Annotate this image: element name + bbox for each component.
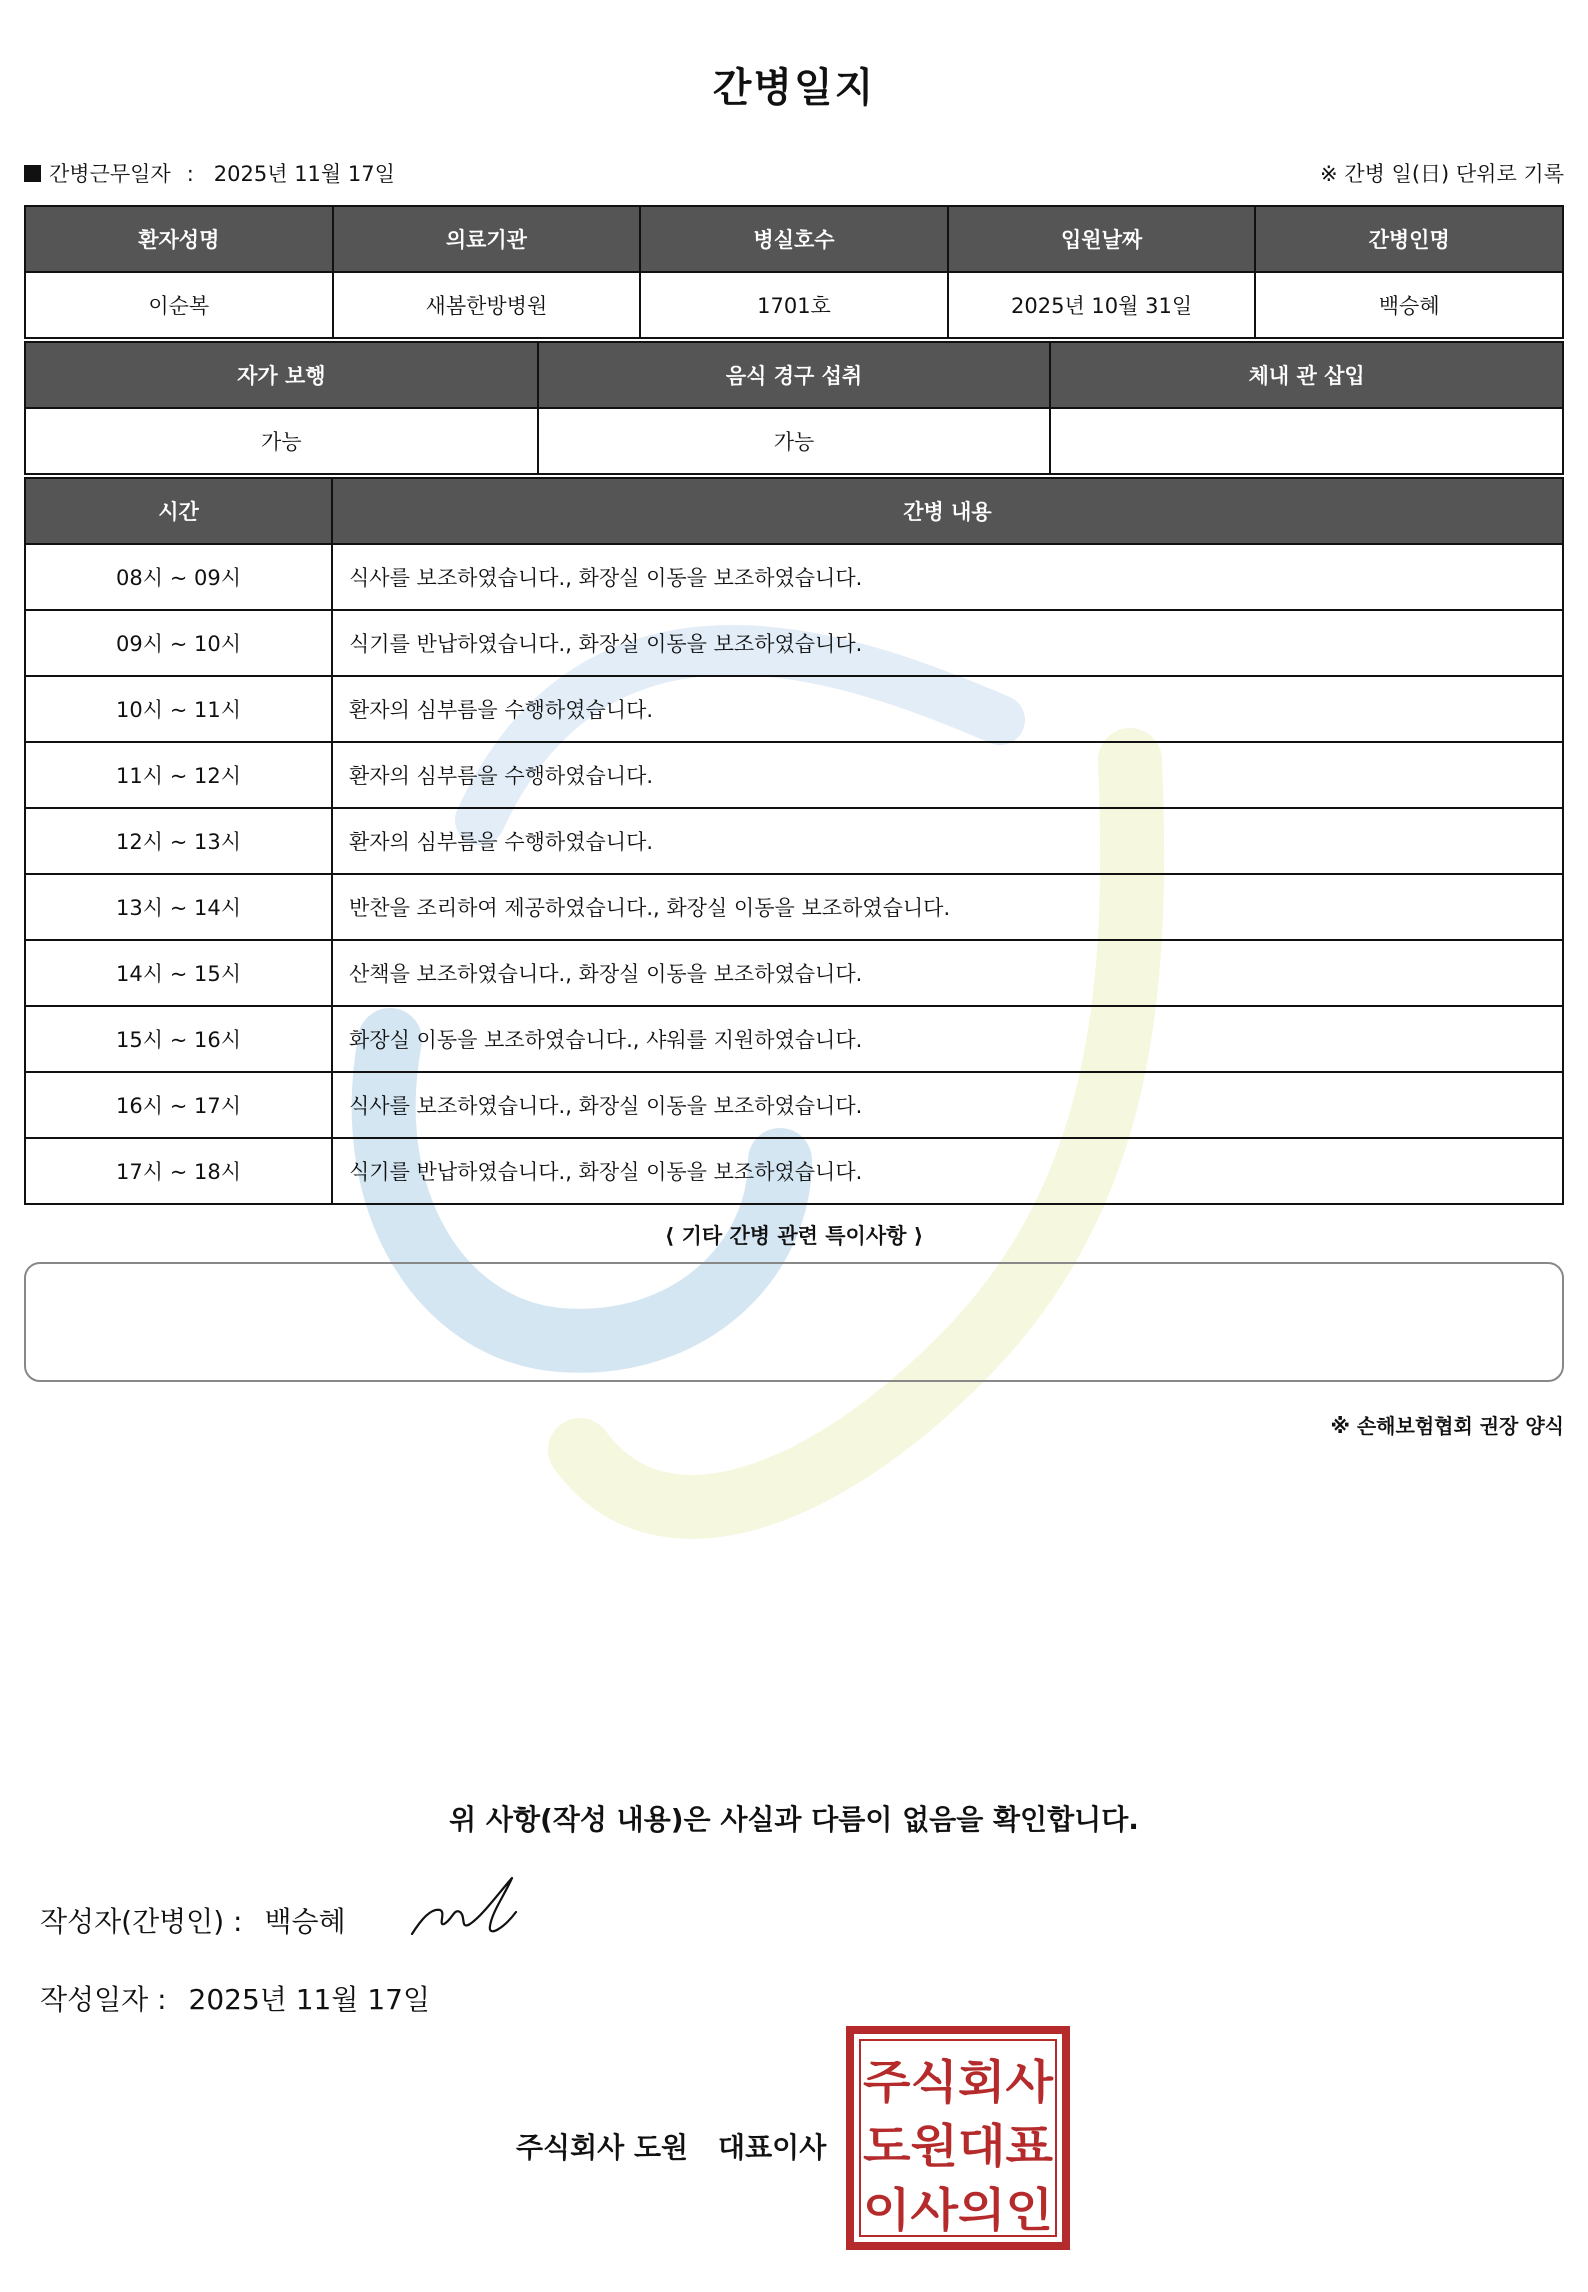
company-line [516,2126,826,2166]
content-cell: 환자의 심부름을 수행하였습니다. [332,676,1563,742]
table-row [25,940,1563,1006]
work-date-line [24,158,395,188]
table-row [25,742,1563,808]
work-date-value: 2025년 11월 17일 [213,162,395,186]
time-cell: 14시 ~ 15시 [25,940,332,1006]
time-cell: 17시 ~ 18시 [25,1138,332,1204]
time-cell: 13시 ~ 14시 [25,874,332,940]
company-seal-stamp [846,2026,1070,2250]
content-cell: 화장실 이동을 보조하였습니다., 샤워를 지원하였습니다. [332,1006,1563,1072]
content-cell: 식기를 반납하였습니다., 화장실 이동을 보조하였습니다. [332,1138,1563,1204]
seal-line-1: 주식회사 [863,2055,1054,2109]
table-row [25,1138,1563,1204]
content-cell: 식사를 보조하였습니다., 화장실 이동을 보조하였습니다. [332,544,1563,610]
admission-date: 2025년 10월 31일 [948,272,1256,338]
room-number: 1701호 [640,272,948,338]
care-log-header-row [25,478,1563,544]
table-row [25,874,1563,940]
table-row [25,808,1563,874]
write-date-value: 2025년 11월 17일 [188,1983,430,2016]
writer-name: 백승혜 [264,1905,346,1938]
self-walking-value: 가능 [25,408,538,474]
header-admission-date: 입원날짜 [948,206,1256,272]
work-date-colon: : [186,162,194,186]
header-patient-name: 환자성명 [25,206,333,272]
header-oral-intake: 음식 경구 섭취 [538,342,1051,408]
header-care-content: 간병 내용 [332,478,1563,544]
patient-info-header-row [25,206,1563,272]
writer-line [40,1900,346,1940]
patient-info-value-row [25,272,1563,338]
patient-info-table [24,205,1564,339]
ability-table [24,341,1564,475]
header-self-walking: 자가 보행 [25,342,538,408]
content-cell: 식기를 반납하였습니다., 화장실 이동을 보조하였습니다. [332,610,1563,676]
table-row [25,544,1563,610]
table-row [25,1006,1563,1072]
header-room-number: 병실호수 [640,206,948,272]
ability-value-row [25,408,1563,474]
header-tube-insertion: 체내 관 삽입 [1050,342,1563,408]
content-cell: 반찬을 조리하여 제공하였습니다., 화장실 이동을 보조하였습니다. [332,874,1563,940]
time-cell: 15시 ~ 16시 [25,1006,332,1072]
time-cell: 16시 ~ 17시 [25,1072,332,1138]
content-cell: 식사를 보조하였습니다., 화장실 이동을 보조하였습니다. [332,1072,1563,1138]
care-log-table [24,477,1564,1205]
caregiver-name: 백승혜 [1255,272,1563,338]
document-title: 간병일지 [712,65,876,111]
record-note: ※ 간병 일(日) 단위로 기록 [1320,162,1564,186]
time-cell: 11시 ~ 12시 [25,742,332,808]
recommend-note: ※ 손해보험협회 권장 양식 [1330,1414,1564,1438]
time-cell: 08시 ~ 09시 [25,544,332,610]
writer-label: 작성자(간병인) : [40,1905,243,1938]
write-date-label: 작성일자 : [40,1983,167,2016]
time-cell: 10시 ~ 11시 [25,676,332,742]
table-row [25,610,1563,676]
special-notes-box [24,1262,1564,1382]
header-caregiver-name: 간병인명 [1255,206,1563,272]
content-cell: 환자의 심부름을 수행하였습니다. [332,742,1563,808]
hospital-name: 새봄한방병원 [333,272,641,338]
write-date-line [40,1978,430,2018]
table-row [25,1072,1563,1138]
handwritten-signature [408,1872,528,1942]
confirmation-statement: 위 사항(작성 내용)은 사실과 다름이 없음을 확인합니다. [449,1803,1139,1836]
time-cell: 12시 ~ 13시 [25,808,332,874]
content-cell: 환자의 심부름을 수행하였습니다. [332,808,1563,874]
oral-intake-value: 가능 [538,408,1051,474]
ability-header-row [25,342,1563,408]
header-hospital: 의료기관 [333,206,641,272]
table-row [25,676,1563,742]
header-time: 시간 [25,478,332,544]
square-bullet-icon [24,165,41,182]
ceo-title: 대표이사 [718,2131,827,2164]
seal-line-3: 이사의인 [863,2183,1053,2237]
tube-insertion-value [1050,408,1563,474]
seal-line-2: 도원대표 [863,2119,1054,2173]
special-notes-title: ⟨ 기타 간병 관련 특이사항 ⟩ [664,1224,924,1248]
work-date-label: 간병근무일자 [49,162,171,186]
time-cell: 09시 ~ 10시 [25,610,332,676]
patient-name: 이순복 [25,272,333,338]
company-name: 주식회사 도원 [516,2131,689,2164]
content-cell: 산책을 보조하였습니다., 화장실 이동을 보조하였습니다. [332,940,1563,1006]
